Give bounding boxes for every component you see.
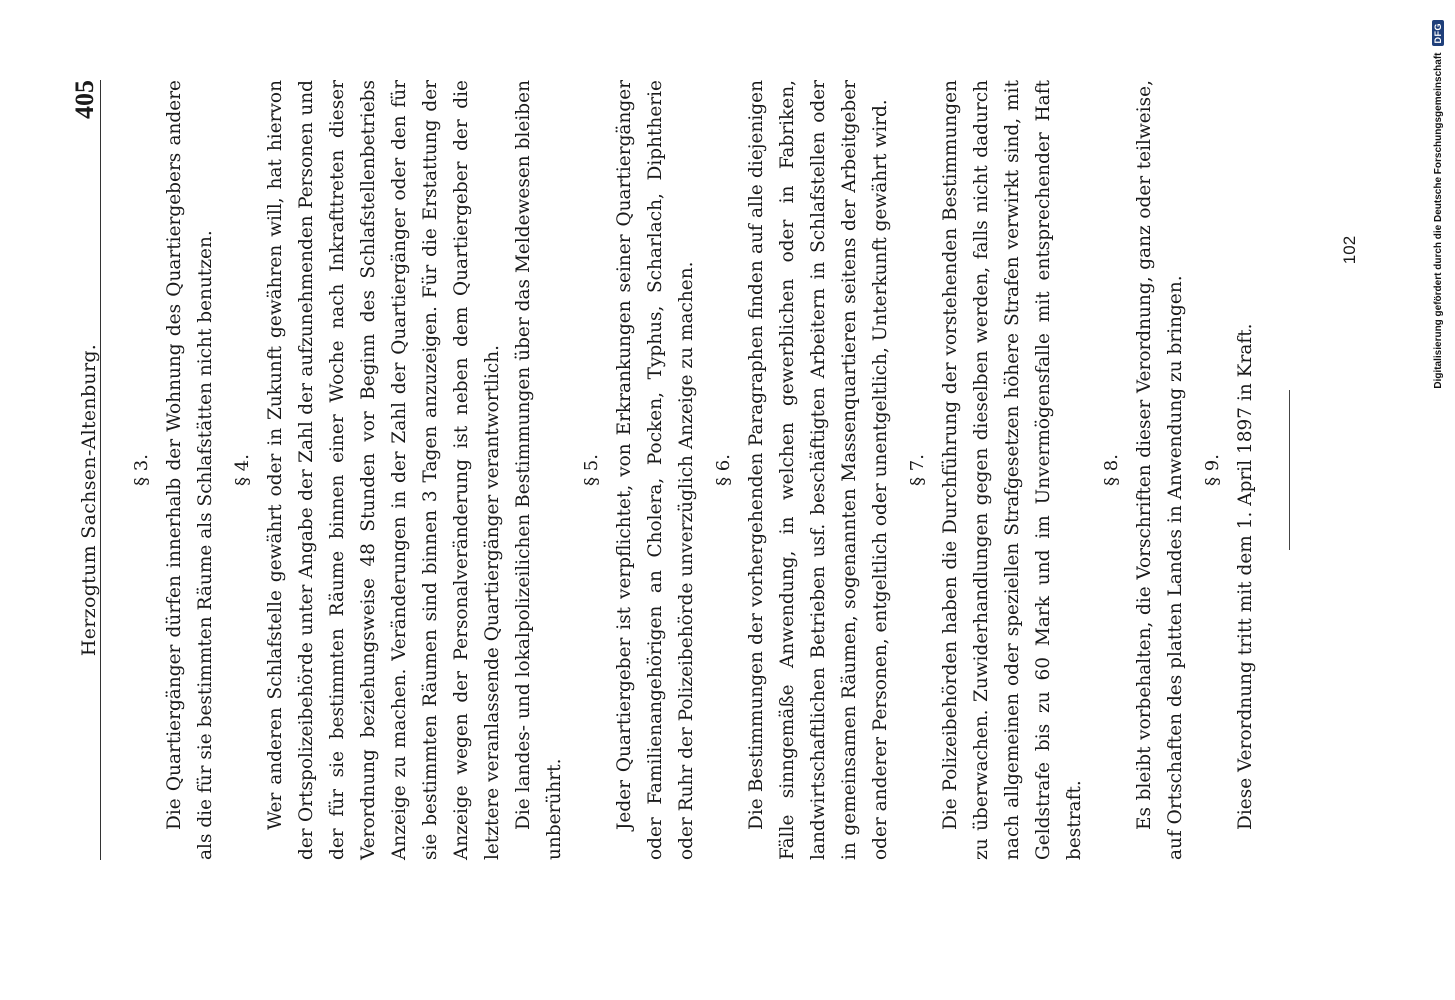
section-paragraph: Die Quartiergänger dürfen innerhalb der Wohnung des Quartiergebers andere als die für sie bestimmten Räume als Schlafstätten nicht benutzen. [164, 80, 216, 860]
document-body [120, 80, 1290, 860]
section-paragraph: Die Bestimmungen der vorhergehenden Paragraphen finden auf alle diejenigen Fälle sinngemäße Anwendung, in welchen gewerblichen oder in Fabriken, landwirtschaftlichen Betrieben usf. beschäftigten Arbeitern in Schlafstellen oder in gemeinsamen Räumen, sogenannten Massenquartieren seitens der Arbeitgeber oder anderer Personen, entgeltlich oder unentgeltlich, Unterkunft gewährt wird. [746, 80, 891, 860]
dfg-logo: DFG [1432, 20, 1444, 47]
section-heading: § 3. [131, 454, 152, 486]
section-heading: § 7. [907, 454, 928, 486]
dfg-funding-note [1432, 0, 1444, 1000]
section-heading: § 8. [1101, 454, 1122, 486]
section-heading: § 9. [1202, 454, 1223, 486]
section-paragraph: Es bleibt vorbehalten, die Vorschriften dieser Verordnung, ganz oder teilweise, auf Ortschaften des platten Landes in Anwendung zu bringen. [1134, 80, 1186, 860]
footer-number: 102 [1340, 235, 1359, 265]
section-paragraph: Die landes- und lokalpolizeilichen Bestimmungen über das Meldewesen bleiben unberührt. [513, 80, 565, 860]
running-header-title: Herzogtum Sachsen-Altenburg. [78, 343, 100, 657]
section-heading: § 4. [232, 454, 253, 486]
section-paragraph: Jeder Quartiergeber ist verpflichtet, von Erkrankungen seiner Quartiergänger oder Familienangehörigen an Cholera, Pocken, Typhus, Scharlach, Diphtherie oder Ruhr der Polizeibehörde unverzüglich Anzeige zu machen. [614, 80, 697, 860]
section-paragraph: Diese Verordnung tritt mit dem 1. April 1897 in Kraft. [1235, 323, 1256, 830]
section-paragraph: Wer anderen Schlafstelle gewährt oder in Zukunft gewähren will, hat hiervon der Ortspolizeibehörde unter Angabe der Zahl der aufzunehmenden Personen und der für sie bestimmten Räume binnen einer Woche nach Inkrafttreten dieser Verordnung beziehungsweise 48 Stunden vor Beginn des Schlafstellenbetriebs Anzeige zu machen. Veränderungen in der Zahl der Quartiergänger oder den für sie bestimmten Räumen sind binnen 3 Tagen anzuzeigen. Für die Erstattung der Anzeige wegen der Personalveränderung ist neben dem Quartiergeber der die letztere veranlassende Quartiergänger verantwortlich. [265, 80, 503, 860]
closing-rule [1289, 390, 1290, 550]
section-paragraph: Die Polizeibehörden haben die Durchführung der vorstehenden Bestimmungen zu überwachen. Zuwiderhandlungen gegen dieselben werden, falls nicht dadurch nach allgemeinen oder speziellen Strafgesetzen höhere Strafen verwirkt sind, mit Geldstrafe bis zu 60 Mark und im Unvermögensfalle mit entsprechender Haft bestraft. [940, 80, 1085, 860]
dfg-funding-text: Digitalisierung gefördert durch die Deutsche Forschungsgemeinschaft [1432, 52, 1444, 389]
header-rule [100, 80, 101, 860]
section-heading: § 5. [581, 454, 602, 486]
section-heading: § 6. [713, 454, 734, 486]
page-number: 405 [70, 80, 99, 119]
